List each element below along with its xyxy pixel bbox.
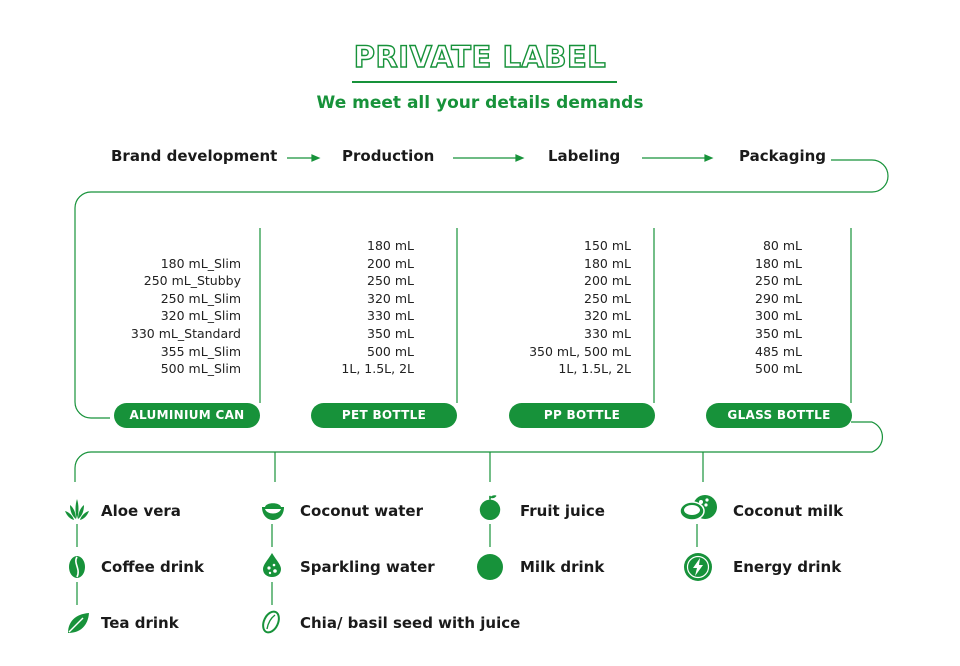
size-item: 300 mL <box>755 308 802 324</box>
size-item: 330 mL_Standard <box>130 325 241 341</box>
pet-bottle-sizes <box>341 237 414 378</box>
pet-bottle-badge: PET BOTTLE <box>311 403 457 428</box>
product-coconut-milk: Coconut milk <box>733 502 844 520</box>
size-item: 290 mL <box>755 290 802 306</box>
product-aloe-vera: Aloe vera <box>101 502 181 520</box>
product-fruit-juice: Fruit juice <box>520 502 605 520</box>
step-production: Production <box>342 147 435 165</box>
product-sparkling-water: Sparkling water <box>300 558 435 576</box>
product-tea-drink: Tea drink <box>101 614 179 632</box>
page-title: PRIVATE LABEL <box>353 40 607 74</box>
size-item: 80 mL <box>762 238 802 253</box>
size-item: 320 mL_Slim <box>160 308 241 324</box>
step-brand-development: Brand development <box>111 147 278 165</box>
size-item: 1L, 1.5L, 2L <box>558 361 631 377</box>
product-coconut-water: Coconut water <box>300 502 423 520</box>
size-item: 330 mL <box>367 308 414 324</box>
step-labeling: Labeling <box>548 147 621 165</box>
pp-bottle-sizes <box>529 237 631 378</box>
size-item: 180 mL <box>367 238 414 253</box>
size-item: 350 mL, 500 mL <box>529 343 631 359</box>
product-coffee-drink: Coffee drink <box>101 558 204 576</box>
product-chia-basil-seed-juice: Chia/ basil seed with juice <box>300 614 521 632</box>
water-drop-icon <box>259 552 285 578</box>
aloe-vera-icon <box>64 497 90 523</box>
size-item: 250 mL_Slim <box>160 290 241 306</box>
size-item: 180 mL <box>584 255 631 271</box>
product-energy-drink: Energy drink <box>733 558 842 576</box>
step-packaging: Packaging <box>739 147 826 165</box>
size-item: 250 mL <box>367 273 414 289</box>
coconut-milk-icon <box>679 494 719 524</box>
aluminium-can-badge: ALUMINIUM CAN <box>114 403 260 428</box>
size-item: 250 mL_Stubby <box>143 273 241 289</box>
size-item: 485 mL <box>755 343 802 359</box>
aluminium-can-sizes <box>131 255 241 378</box>
seed-icon <box>258 609 284 635</box>
size-item: 355 mL_Slim <box>160 343 241 359</box>
size-item: 320 mL <box>584 308 631 324</box>
page-subtitle: We meet all your details demands <box>316 93 644 113</box>
size-item: 180 mL_Slim <box>160 255 241 271</box>
glass-bottle-sizes <box>755 237 802 378</box>
size-item: 320 mL <box>367 290 414 306</box>
product-milk-drink: Milk drink <box>520 558 605 576</box>
tea-leaf-icon <box>65 610 91 636</box>
glass-bottle-badge: GLASS BOTTLE <box>706 403 852 428</box>
apple-icon <box>477 494 503 520</box>
size-item: 350 mL <box>755 325 802 341</box>
size-item: 150 mL <box>584 238 631 253</box>
size-item: 1L, 1.5L, 2L <box>341 361 414 377</box>
size-item: 500 mL <box>367 343 414 359</box>
size-item: 250 mL <box>584 290 631 306</box>
pp-bottle-badge: PP BOTTLE <box>509 403 655 428</box>
lightning-icon <box>683 552 713 582</box>
size-item: 200 mL <box>367 255 414 271</box>
coconut-icon <box>260 497 286 523</box>
size-item: 200 mL <box>584 273 631 289</box>
size-item: 330 mL <box>584 325 631 341</box>
size-item: 500 mL <box>755 361 802 377</box>
size-item: 180 mL <box>755 255 802 271</box>
title-underline <box>352 81 617 83</box>
size-item: 500 mL_Slim <box>160 361 241 377</box>
size-item: 350 mL <box>367 325 414 341</box>
coffee-bean-icon <box>64 554 90 580</box>
size-item: 250 mL <box>755 273 802 289</box>
milk-drop-icon <box>476 553 504 581</box>
